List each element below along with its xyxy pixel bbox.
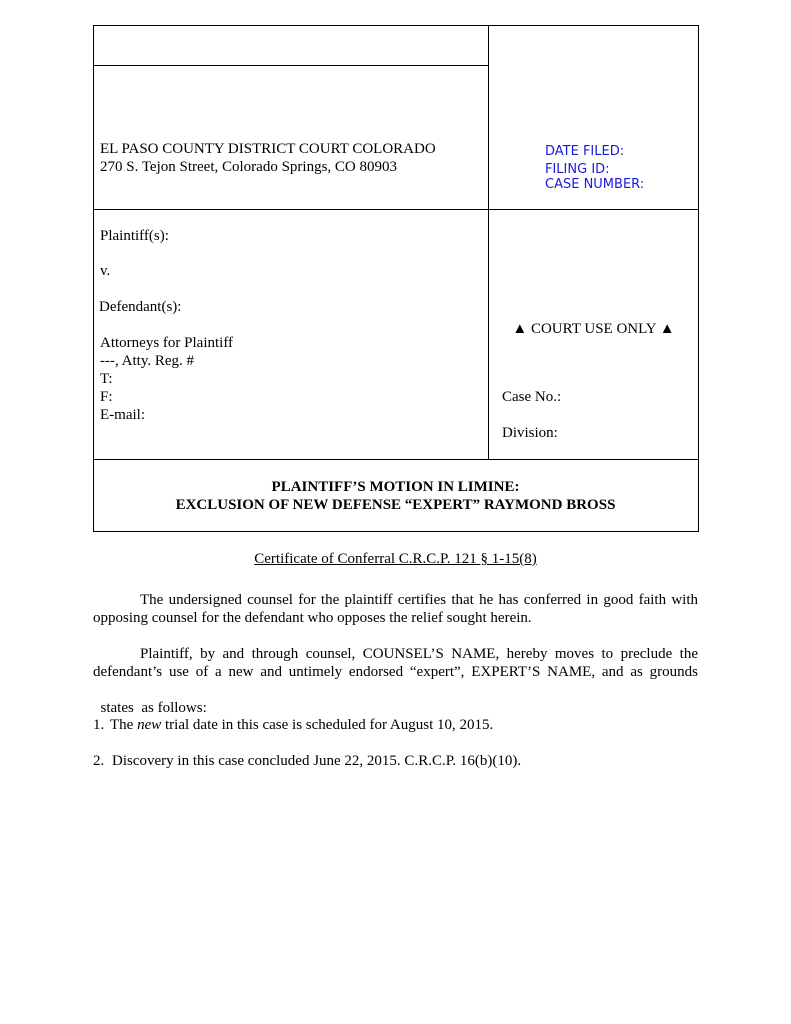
attorney-role: Attorneys for Plaintiff: [100, 335, 234, 351]
list-item: [93, 752, 521, 770]
attorney-reg: ---, Atty. Reg. #: [100, 353, 195, 369]
paragraph-motion-text1: Plaintiff, by and through counsel, COUNSEL’S NAME, hereby moves to preclude the: [140, 646, 698, 662]
paragraph-motion-text3: states as follows:: [100, 700, 207, 716]
versus-label: v.: [100, 263, 111, 279]
caption-border-inner-top: [93, 65, 489, 66]
caption-border-left: [93, 25, 94, 532]
list-item: [93, 716, 493, 734]
list-item-number: 1.: [93, 717, 105, 733]
list-item-text-emphasis: new: [137, 717, 162, 733]
list-item-text-pre: The: [110, 717, 138, 733]
motion-title-line1: PLAINTIFF’S MOTION IN LIMINE:: [271, 479, 520, 495]
paragraph-motion-text2: defendant’s use of a new and untimely endorsed “expert”, EXPERT’S NAME, and as grounds: [93, 664, 698, 680]
plaintiff-label: Plaintiff(s):: [100, 228, 169, 244]
attorney-email: E-mail:: [100, 407, 145, 423]
caption-border-row1: [93, 209, 699, 210]
list-item-text-post: trial date in this case is scheduled for August 10, 2015.: [161, 717, 494, 733]
defendant-label: Defendant(s):: [99, 299, 182, 315]
court-name: EL PASO COUNTY DISTRICT COURT COLORADO: [100, 141, 436, 157]
date-filed-label: DATE FILED:: [545, 144, 625, 159]
list-item-number: 2.: [93, 753, 105, 769]
attorney-phone: T:: [100, 371, 113, 387]
division-label: Division:: [502, 425, 558, 441]
case-no-label: Case No.:: [502, 389, 562, 405]
caption-border-bottom: [93, 531, 699, 532]
caption-border-row2: [93, 459, 699, 460]
paragraph-motion-line2: [93, 663, 698, 681]
paragraph-motion-line1: [93, 645, 698, 663]
caption-border-top: [93, 25, 699, 26]
paragraph-conferral: [93, 591, 698, 627]
list-item-text: Discovery in this case concluded June 22, 2015. C.R.C.P. 16(b)(10).: [112, 753, 522, 769]
paragraph-motion-line3: [93, 681, 698, 717]
court-address: 270 S. Tejon Street, Colorado Springs, CO 80903: [100, 159, 398, 175]
certificate-heading: Certificate of Conferral C.R.C.P. 121 § 1-15(8): [254, 551, 537, 567]
case-number-label: CASE NUMBER:: [545, 177, 645, 192]
court-use-only: ▲ COURT USE ONLY ▲: [512, 321, 675, 337]
motion-title-line2: EXCLUSION OF NEW DEFENSE “EXPERT” RAYMOND BROSS: [175, 497, 616, 513]
caption-border-right: [698, 25, 699, 532]
attorney-fax: F:: [100, 389, 113, 405]
caption-border-divider: [488, 25, 489, 460]
paragraph-conferral-text: The undersigned counsel for the plaintiff certifies that he has conferred in good faith with opposing counsel for the defendant who opposes the relief sought herein.: [93, 592, 698, 626]
filing-id-label: FILING ID:: [545, 162, 610, 177]
